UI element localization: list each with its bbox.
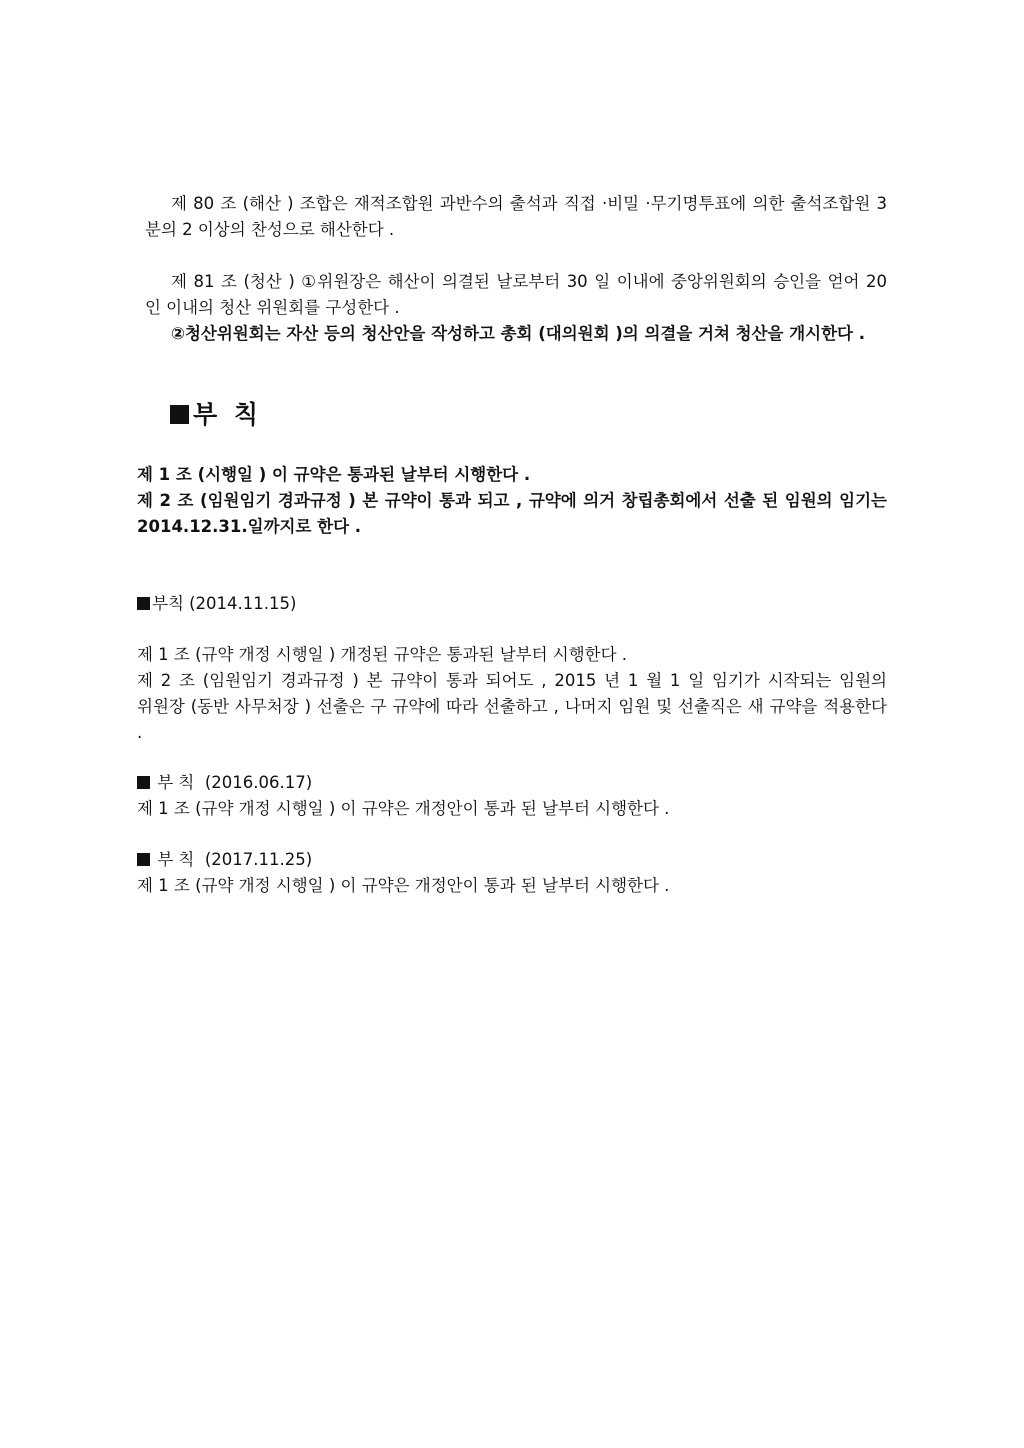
supplementary-2014-article-2: 제 2 조 (임원임기 경과규정 ) 본 규약이 통과 되어도 , 2015 년 1 월 1 일 임기가 시작되는 임원의 위원장 (동반 사무처장 ) 선출은 구 규약에 따라 선출하고 , 나머지 임원 및 선출직은 새 규약을 적용한다 . — [137, 671, 887, 742]
supplementary-heading-text: 부 칙 — [193, 400, 263, 429]
square-bullet-icon — [137, 853, 150, 866]
supplementary-2017-heading-text: 부 칙 (2017.11.25) — [152, 850, 313, 869]
supplementary-article-1: 제 1 조 (시행일 ) 이 규약은 통과된 날부터 시행한다 . — [137, 465, 531, 484]
supplementary-2016-heading — [137, 770, 312, 796]
supplementary-heading — [170, 398, 262, 432]
supplementary-2017-heading — [137, 847, 312, 873]
square-bullet-icon — [137, 776, 150, 789]
supplementary-2016-articles — [137, 796, 887, 822]
supplementary-2014-article-1: 제 1 조 (규약 개정 시행일 ) 개정된 규약은 통과된 날부터 시행한다 . — [137, 645, 628, 664]
supplementary-2014-heading — [137, 591, 296, 617]
supplementary-2016-heading-text: 부 칙 (2016.06.17) — [152, 773, 313, 792]
article-80 — [137, 191, 887, 243]
supplementary-article-2: 제 2 조 (임원임기 경과규정 ) 본 규약이 통과 되고 , 규약에 의거 창립총회에서 선출 된 임원의 임기는 2014.12.31.일까지로 한다 . — [137, 491, 887, 536]
article-80-text: 제 80 조 (해산 ) 조합은 재적조합원 과반수의 출석과 직접 ·비밀 ·무기명투표에 의한 출석조합원 3 분의 2 이상의 찬성으로 해산한다 . — [145, 194, 887, 239]
square-bullet-icon — [137, 597, 150, 610]
square-bullet-icon — [170, 405, 189, 424]
article-81 — [137, 269, 887, 347]
article-81-para-1: 제 81 조 (청산 ) ①위원장은 해산이 의결된 날로부터 30 일 이내에 중앙위원회의 승인을 얻어 20 인 이내의 청산 위원회를 구성한다 . — [145, 272, 887, 317]
supplementary-2017-articles — [137, 873, 887, 899]
supplementary-2014-articles — [137, 642, 887, 746]
supplementary-articles — [137, 462, 887, 540]
supplementary-2017-article-1: 제 1 조 (규약 개정 시행일 ) 이 규약은 개정안이 통과 된 날부터 시행한다 . — [137, 876, 670, 895]
article-81-para-2: ②청산위원회는 자산 등의 청산안을 작성하고 총회 (대의원회 )의 의결을 거쳐 청산을 개시한다 . — [171, 324, 865, 343]
supplementary-2014-heading-text: 부칙 (2014.11.15) — [152, 594, 297, 613]
supplementary-2016-article-1: 제 1 조 (규약 개정 시행일 ) 이 규약은 개정안이 통과 된 날부터 시행한다 . — [137, 799, 670, 818]
